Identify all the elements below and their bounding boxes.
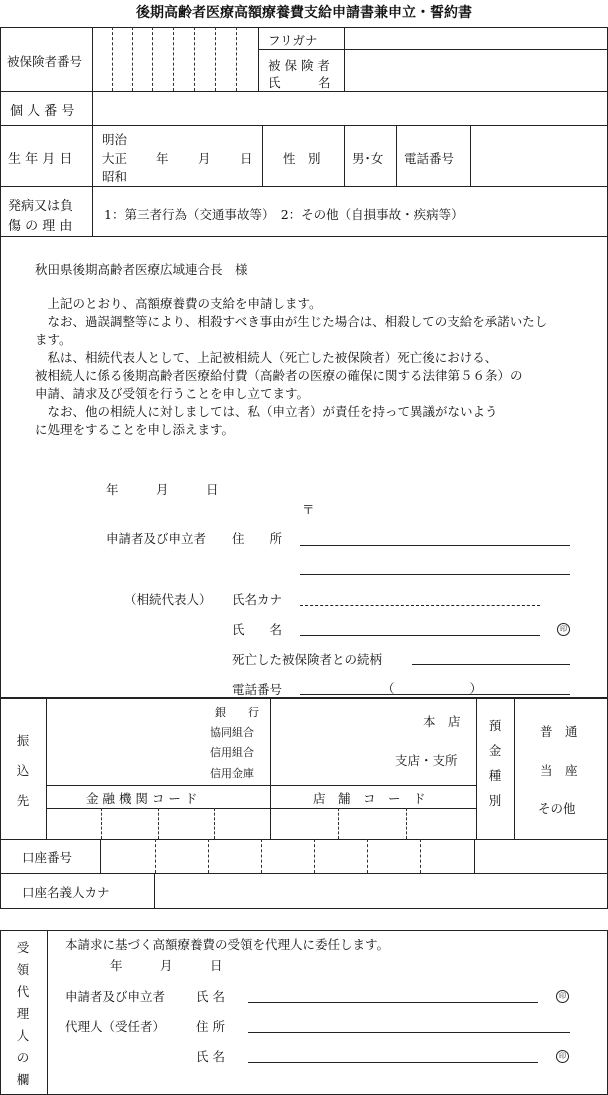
deposit-type-label-3: 種 — [488, 768, 502, 783]
seal-mark: 印 — [557, 623, 570, 636]
era-meiji[interactable]: 明治 — [102, 132, 128, 147]
head-office[interactable]: 本 店 — [423, 714, 461, 729]
agent-label: 代理人（受任者） — [65, 1019, 166, 1034]
name-line[interactable] — [300, 635, 540, 636]
address-label: 住 所 — [232, 531, 283, 546]
proxy-label-5: 人 — [16, 1028, 30, 1043]
declaration-line-7: なお、他の相続人に対しましては、私（申立者）が責任を持って異議がないよう — [35, 404, 498, 419]
gender-label: 性 別 — [283, 151, 321, 166]
personal-number-label: 個 人 番 号 — [10, 104, 75, 119]
furigana-field[interactable] — [345, 28, 607, 48]
insured-name-label: 被 保 険 者 — [268, 58, 330, 73]
deposit-type-label-4: 別 — [488, 793, 502, 808]
deposit-type-label-1: 預 — [488, 718, 502, 733]
proxy-applicant-label: 申請者及び申立者 — [65, 989, 166, 1004]
proxy-date[interactable]: 年 月 日 — [110, 958, 223, 973]
transfer-label-2: 込 — [16, 763, 30, 778]
branch-code-label: 店 舗 コ ー ド — [313, 791, 426, 806]
bank-type-credit-bank[interactable]: 信用金庫 — [210, 767, 254, 780]
bank-type-coop[interactable]: 協同組合 — [210, 726, 254, 739]
declaration-line-2: なお、過誤調整等により、相殺すべき事由が生じた場合は、相殺しての支給を承諾いたし — [35, 314, 548, 329]
agent-name-line[interactable] — [248, 1062, 538, 1063]
birth-day-char: 日 — [240, 151, 253, 166]
applicant-phone-label: 電話番号 — [232, 682, 283, 697]
name-kana-line[interactable] — [300, 605, 540, 606]
addressee: 秋田県後期高齢者医療広域連合長 様 — [35, 262, 248, 277]
heir-rep-label: （相続代表人） — [124, 592, 212, 607]
address-line-2[interactable] — [300, 574, 570, 575]
birthdate-label: 生 年 月 日 — [8, 152, 73, 167]
furigana-label: フリガナ — [268, 33, 318, 48]
name-kana-label: 氏名カナ — [232, 592, 283, 607]
deposit-ordinary[interactable]: 普 通 — [540, 724, 578, 739]
era-taisho[interactable]: 大正 — [102, 151, 128, 166]
transfer-label-1: 振 — [16, 733, 30, 748]
postal-mark: 〒 — [302, 502, 315, 517]
proxy-label-1: 受 — [16, 940, 30, 955]
insured-name-label-2: 氏 名 — [268, 75, 331, 90]
deposit-other[interactable]: その他 — [538, 801, 576, 816]
phone-field[interactable] — [471, 126, 607, 185]
page-title: 後期高齢者医療高額療養費支給申請書兼申立・誓約書 — [136, 5, 472, 21]
phone-label: 電話番号 — [404, 151, 455, 166]
account-holder-field[interactable] — [155, 874, 607, 908]
agent-address-line[interactable] — [248, 1032, 570, 1033]
declaration-line-8: に処理をすることを申し添えます。 — [35, 422, 235, 437]
proxy-seal-1: 印 — [556, 990, 569, 1003]
cause-label: 発病又は負 — [8, 199, 74, 214]
name-label: 氏 名 — [232, 622, 283, 637]
gender-value[interactable]: 男･女 — [352, 151, 384, 166]
proxy-label-3: 代 — [16, 984, 30, 999]
branch-name-field[interactable] — [271, 699, 391, 784]
application-date[interactable]: 年 月 日 — [106, 482, 219, 497]
proxy-label-7: 欄 — [16, 1072, 30, 1087]
phone-paren: （ ） — [382, 681, 483, 696]
applicant-label: 申請者及び申立者 — [106, 531, 207, 546]
account-holder-label: 口座名義人カナ — [22, 885, 110, 900]
insured-name-field[interactable] — [345, 50, 607, 90]
declaration-line-3: ます。 — [35, 332, 72, 347]
birth-year-char: 年 — [156, 151, 169, 166]
address-line-1[interactable] — [300, 545, 570, 546]
cause-options[interactable]: 1：第三者行為（交通事故等） 2：その他（自損事故・疾病等） — [104, 207, 464, 222]
deposit-current[interactable]: 当 座 — [540, 763, 578, 778]
declaration-line-1: 上記のとおり、高額療養費の支給を申請します。 — [35, 296, 322, 311]
account-number-label: 口座番号 — [22, 850, 73, 865]
declaration-line-6: 申請、請求及び受領を行うことを申し立てます。 — [35, 386, 310, 401]
branch-code-field[interactable] — [271, 809, 475, 838]
insured-number-field[interactable] — [93, 28, 257, 90]
proxy-label-2: 領 — [16, 962, 30, 977]
declaration-line-4: 私は、相続代表人として、上記被相続人（死亡した被保険者）死亡後における、 — [35, 350, 498, 365]
relation-line[interactable] — [412, 664, 570, 665]
era-showa[interactable]: 昭和 — [102, 169, 128, 184]
bank-name-field[interactable] — [47, 699, 207, 784]
deposit-type-label-2: 金 — [488, 743, 502, 758]
declaration-line-5: 被相続人に係る後期高齢者医療給付費（高齢者の医療の確保に関する法律第５６条）の — [35, 368, 523, 383]
proxy-section — [0, 930, 608, 1095]
relation-label: 死亡した被保険者との続柄 — [232, 652, 383, 667]
personal-number-field[interactable] — [93, 92, 607, 124]
proxy-label-6: の — [16, 1050, 30, 1065]
proxy-label-4: 理 — [16, 1006, 30, 1021]
cause-label-2: 傷 の 理 由 — [8, 219, 73, 234]
transfer-label-3: 先 — [16, 793, 30, 808]
insured-number-label: 被保険者番号 — [7, 54, 83, 69]
proxy-statement: 本請求に基づく高額療養費の受領を代理人に委任します。 — [65, 937, 390, 952]
agent-name-label: 氏 名 — [196, 1049, 225, 1064]
proxy-applicant-name-line[interactable] — [248, 1002, 538, 1003]
bank-type-credit-union[interactable]: 信用組合 — [210, 746, 254, 759]
account-number-field[interactable] — [101, 840, 473, 872]
bank-type-bank[interactable]: 銀 行 — [215, 706, 259, 719]
proxy-applicant-name-label: 氏 名 — [196, 989, 225, 1004]
proxy-seal-2: 印 — [556, 1050, 569, 1063]
branch-office[interactable]: 支店・支所 — [395, 753, 458, 768]
agent-address-label: 住 所 — [196, 1019, 225, 1034]
bank-code-field[interactable] — [47, 809, 269, 838]
birth-month-char: 月 — [198, 151, 211, 166]
bank-code-label: 金 融 機 関 コ ー ド — [86, 791, 198, 806]
